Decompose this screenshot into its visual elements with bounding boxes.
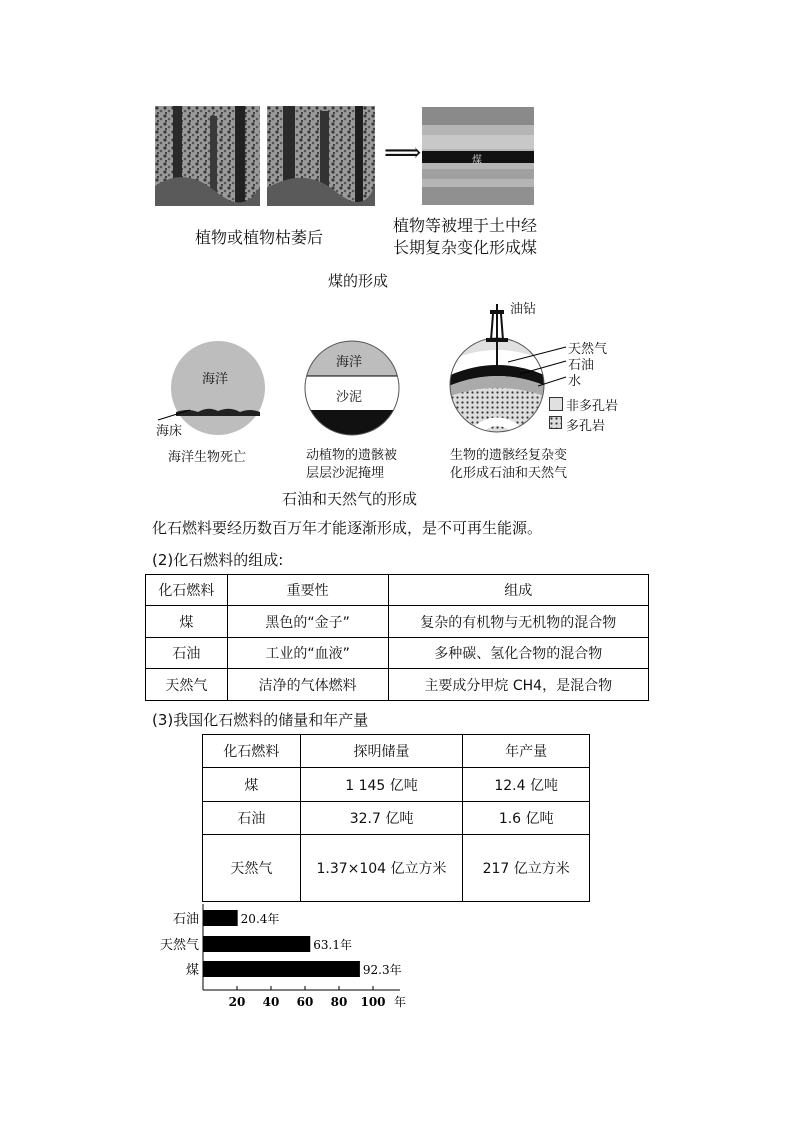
table-cell: 石油 — [146, 638, 228, 669]
left-caption: 植物或植物枯萎后 — [195, 228, 324, 247]
table-cell: 复杂的有机物与无机物的混合物 — [388, 606, 648, 638]
table-cell: 217 亿立方米 — [463, 835, 590, 902]
header-cell: 组成 — [388, 575, 648, 606]
table-cell: 1.37×104 亿立方米 — [300, 835, 463, 902]
bar — [203, 936, 310, 952]
x-tick-label: 60 — [296, 995, 314, 1009]
reserve-years-chart — [140, 900, 420, 1010]
table-cell: 黑色的“金子” — [227, 606, 388, 638]
table-cell: 煤 — [146, 606, 228, 638]
table-cell: 主要成分甲烷 CH4，是混合物 — [388, 669, 648, 701]
table-header-row — [146, 575, 649, 606]
forest-illustration — [155, 106, 375, 206]
circle2-caption-line2: 层层沙泥掩埋 — [306, 466, 385, 481]
seabed-label: 海床 — [156, 424, 183, 439]
summary-text: 化石燃料要经历数百万年才能逐渐形成，是不可再生能源。 — [152, 519, 543, 537]
category-label: 天然气 — [159, 938, 199, 953]
right-caption-line1: 植物等被埋于土中经 — [393, 216, 538, 235]
bar — [203, 961, 360, 977]
table-row — [203, 802, 590, 835]
table-row — [203, 835, 590, 902]
nonporous-legend-label: 非多孔岩 — [566, 399, 619, 414]
x-axis-unit: 年 — [394, 995, 407, 1009]
data-label: 63.1年 — [313, 938, 353, 952]
circle2-caption-line1: 动植物的遗骸被 — [306, 448, 398, 463]
table-row — [146, 669, 649, 701]
gas-label: 天然气 — [568, 342, 608, 357]
header-cell: 年产量 — [463, 735, 590, 768]
table-cell: 1 145 亿吨 — [300, 768, 463, 802]
table-row — [146, 606, 649, 638]
pointer-lines — [500, 340, 570, 390]
header-cell: 化石燃料 — [203, 735, 301, 768]
category-label: 石油 — [172, 912, 199, 927]
arrow-icon: ⟹ — [384, 138, 422, 168]
x-tick-label: 20 — [228, 995, 246, 1009]
circle3-caption-line1: 生物的遗骸经复杂变 — [450, 448, 568, 463]
table-row — [203, 768, 590, 802]
porous-legend-label: 多孔岩 — [566, 419, 606, 434]
data-label: 92.3年 — [362, 963, 402, 977]
header-cell: 探明储量 — [300, 735, 463, 768]
right-caption-line2: 长期复杂变化形成煤 — [393, 238, 538, 257]
table-cell: 煤 — [203, 768, 301, 802]
header-cell: 重要性 — [227, 575, 388, 606]
oil-formation-title: 石油和天然气的形成 — [282, 490, 418, 508]
coal-label: 煤 — [472, 155, 482, 166]
seabed-pointer — [156, 404, 196, 424]
x-tick-label: 80 — [330, 995, 348, 1009]
water-label: 水 — [568, 374, 582, 389]
oil-label: 石油 — [568, 358, 595, 373]
table-cell: 1.6 亿吨 — [463, 802, 590, 835]
ocean-label-1: 海洋 — [202, 372, 229, 387]
table-cell: 石油 — [203, 802, 301, 835]
x-tick-label: 100 — [360, 995, 386, 1009]
circle3-caption-line2: 化形成石油和天然气 — [450, 466, 568, 481]
ocean-label-2: 海洋 — [336, 355, 363, 370]
composition-table — [145, 574, 649, 701]
coal-formation-title: 煤的形成 — [328, 272, 389, 290]
reserves-table — [202, 734, 590, 902]
bar — [203, 910, 238, 926]
table-cell: 天然气 — [146, 669, 228, 701]
table-cell: 32.7 亿吨 — [300, 802, 463, 835]
x-tick-label: 40 — [262, 995, 280, 1009]
porous-legend-swatch — [549, 416, 563, 430]
sand-label: 沙泥 — [336, 390, 363, 405]
section3-heading: (3)我国化石燃料的储量和年产量 — [152, 711, 369, 729]
table-cell: 12.4 亿吨 — [463, 768, 590, 802]
category-label: 煤 — [185, 963, 199, 978]
section2-heading: (2)化石燃料的组成: — [152, 551, 284, 569]
nonporous-legend-swatch — [549, 397, 563, 411]
header-cell: 化石燃料 — [146, 575, 228, 606]
table-cell: 工业的“血液” — [227, 638, 388, 669]
table-header-row — [203, 735, 590, 768]
circle1-caption: 海洋生物死亡 — [168, 450, 247, 465]
table-cell: 多种碳、氢化合物的混合物 — [388, 638, 648, 669]
table-cell: 天然气 — [203, 835, 301, 902]
table-cell: 洁净的气体燃料 — [227, 669, 388, 701]
data-label: 20.4年 — [240, 912, 280, 926]
table-row — [146, 638, 649, 669]
oil-rig-label: 油钻 — [510, 302, 537, 317]
